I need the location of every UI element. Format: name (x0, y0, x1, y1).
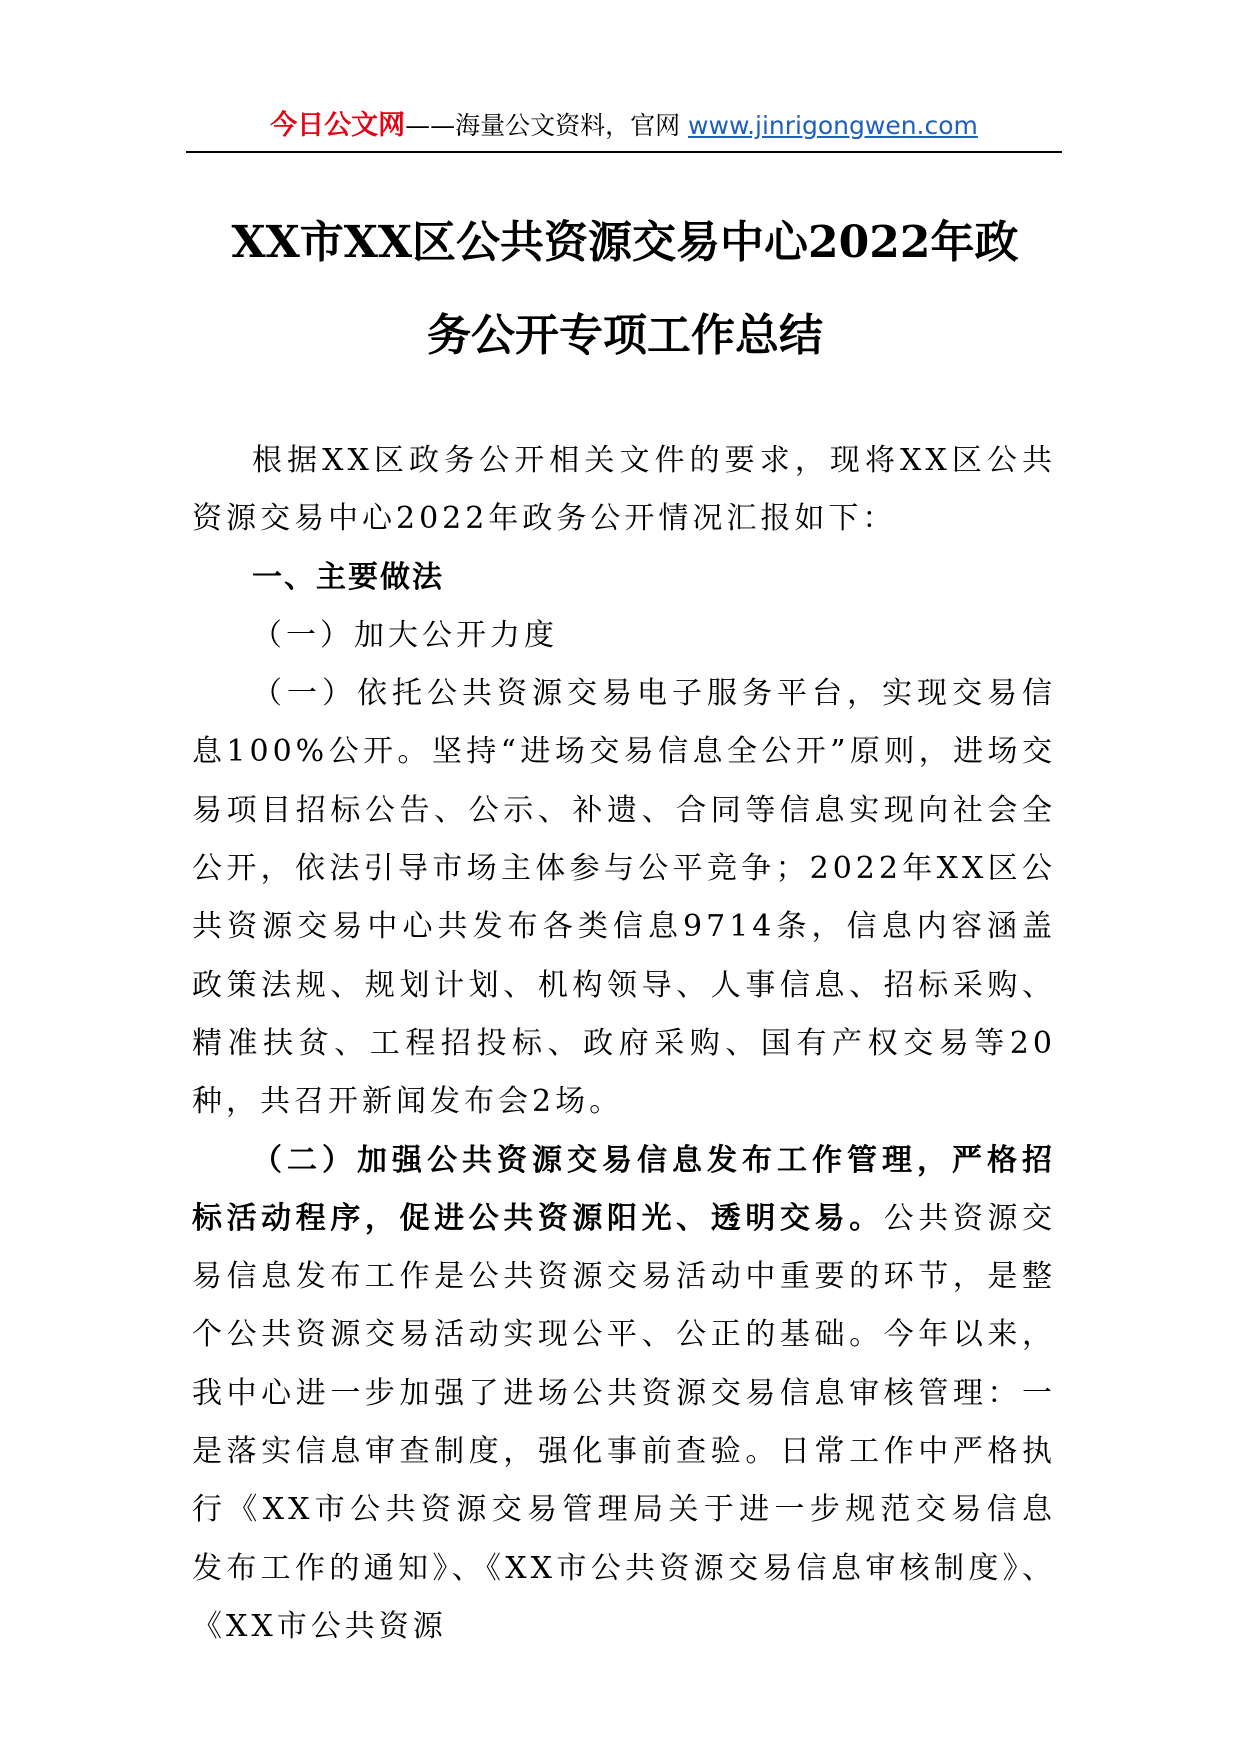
intro-paragraph: 根据XX区政务公开相关文件的要求，现将XX区公共资源交易中心2022年政务公开情况汇报如下： (192, 443, 1056, 537)
document-title (190, 196, 1060, 382)
paragraph-1-text: 坚持“进场交易信息全公开”原则，进场交易项目招标公告、公示、补遗、合同等信息实现向社会全公开，依法引导市场主体参与公平竞争；2022年XX区公共资源交易中心共发布各类信息9714条，信息内容涵盖政策法规、规划计划、机构领导、人事信息、招标采购、精准扶贫、工程招投标、政府采购、国有产权交易等20种，共召开新闻发布会2场。 (192, 734, 1056, 1120)
brand-logo-text: 今日公文网 (270, 110, 406, 141)
paragraph-2 (192, 1132, 1056, 1657)
header-tagline: ——海量公文资料，官网 (405, 111, 689, 140)
document-body (192, 432, 1056, 1656)
title-line-2: 务公开专项工作总结 (427, 310, 823, 361)
title-line-1: XX市XX区公共资源交易中心2022年政 (231, 217, 1019, 268)
paragraph-2-lead: （二）加强公共资源交易信息发布工作管理，严格招标活动程序，促进公共资源阳光、透明交易。 (192, 1142, 1056, 1236)
paragraph-1-lead: （一）依托公共资源交易电子服务平台，实现交易信息100%公开。 (192, 676, 1056, 770)
page-header (186, 103, 1062, 153)
section-heading-main-practices: 一、主要做法 (252, 559, 444, 595)
paragraph-1 (192, 665, 1056, 1131)
subsection-heading-openness: （一）加大公开力度 (252, 617, 558, 653)
website-link[interactable]: www.jinrigongwen.com (688, 111, 978, 140)
paragraph-2-text: 公共资源交易信息发布工作是公共资源交易活动中重要的环节，是整个公共资源交易活动实现公平、公正的基础。今年以来，我中心进一步加强了进场公共资源交易信息审核管理：一是落实信息审查制度，强化事前查验。日常工作中严格执行《XX市公共资源交易管理局关于进一步规范交易信息发布工作的通知》、《XX市公共资源交易信息审核制度》、《XX市公共资源 (192, 1200, 1057, 1644)
